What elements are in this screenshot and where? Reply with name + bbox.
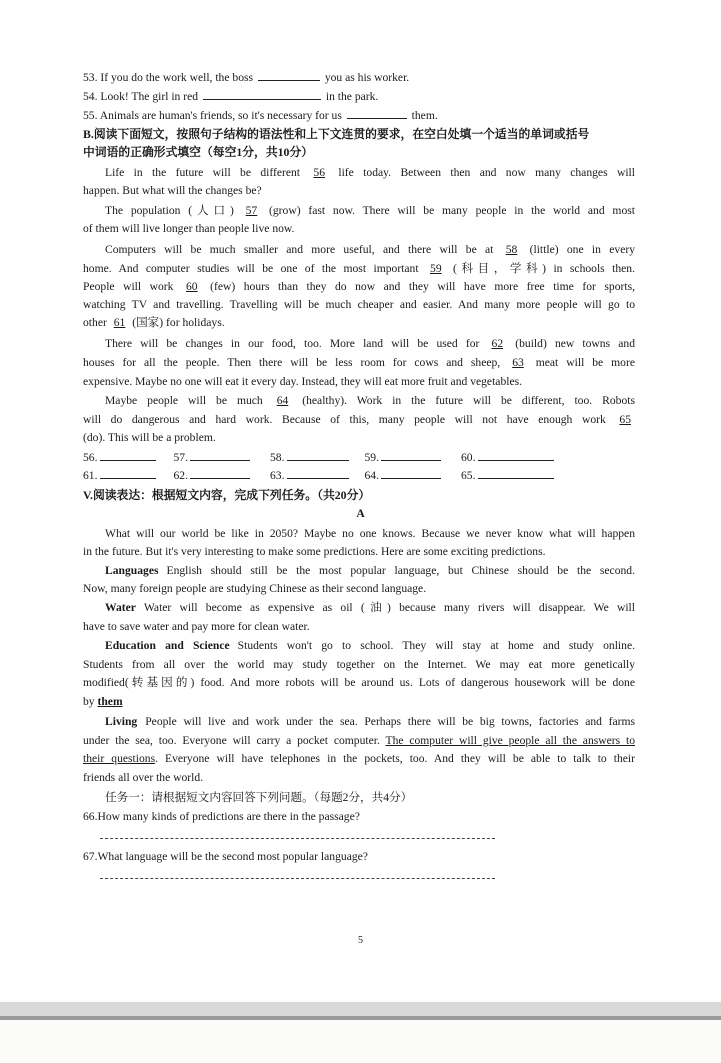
question-53 [83,70,409,85]
reading-line: in the future. But it's very interesting to make some predictions. Here are some exciting predictions. [83,545,546,558]
answer-label: 60. [461,451,476,464]
q53-text-b: you as his worker. [321,71,410,84]
passage-text: (科目，学科) in schools then. [445,262,635,275]
reading-line [83,564,635,579]
section-v-title: V.阅读表达：根据短文内容，完成下列任务。（共20分） [83,488,371,502]
q55-text-a: 55. Animals are human's friends, so it's necessary for us [83,109,345,122]
passage-line: of them will live longer than people live now. [83,222,295,235]
reading-line: friends all over the world. [83,771,204,784]
passage-text: Maybe people will be much [105,394,273,407]
scan-edge [0,1002,721,1016]
heading-languages: Languages [105,564,159,577]
answer-label: 56. [83,451,98,464]
passage-line [83,280,635,295]
passage-text: People will work [83,280,182,293]
answer-row-2 [83,468,556,483]
passage-text: life today. Between then and now many changes will [329,166,635,179]
passage-line [83,316,225,330]
passage-text: There will be changes in our food, too. More land will be used for [105,337,488,350]
passage-line [83,262,635,277]
reading-line [83,695,123,709]
passage-line: watching TV and travelling. Travelling will be much cheaper and easier. And many more people will go to [83,298,635,311]
reading-line [83,715,635,730]
answer-label: 58. [270,451,285,464]
reading-line [83,752,635,767]
answer-blank[interactable] [478,468,554,479]
underlined-sentence-end: their questions [83,752,156,765]
reading-text: by [83,695,98,708]
reading-line: What will our world be like in 2050? Maybe no one knows. Because we never know what will happen [105,527,635,540]
answer-label: 57. [173,451,188,464]
heading-education-science: Education and Science [105,639,230,652]
passage-text: (few) hours than they do now and they will have more free time for sports, [201,280,635,293]
section-b-title-2: 中词语的正确形式填空（每空1分，共10分） [83,145,314,159]
underlined-sentence: The computer will give people all the answers to [385,734,635,747]
reading-text: Water will become as expensive as oil (油) because many rivers will disappear. We will [143,601,635,614]
blank-62[interactable]: 62 [491,337,504,350]
reading-text: Students won't go to school. They will stay at home and study online. [237,639,635,652]
passage-text: meat will be more [527,356,635,369]
answer-blank[interactable] [190,450,250,461]
answer-label: 59. [364,451,379,464]
blank-56[interactable]: 56 [313,166,325,179]
answer-blank[interactable] [190,468,250,479]
q54-blank[interactable] [203,89,321,100]
reading-line: modified(转基因的) food. And more robots will be around us. Lots of dangerous housework will be done [83,676,635,689]
passage-line [83,243,635,258]
answer-blank[interactable] [381,450,441,461]
underlined-them: them [97,695,123,708]
blank-57[interactable]: 57 [245,204,258,217]
answer-line-67[interactable] [100,878,495,879]
answer-blank[interactable] [100,468,156,479]
answer-blank[interactable] [381,468,441,479]
passage-line [83,394,635,409]
scan-edge-line [0,1016,721,1020]
reading-text: English should still be the most popular language, but Chinese should be the second. [166,564,635,577]
passage-text: (grow) fast now. There will be many people in the world and most [261,204,635,217]
answer-label: 61. [83,469,98,482]
passage-line [83,413,635,428]
passage-text: (build) new towns and [507,337,635,350]
blank-63[interactable]: 63 [512,356,524,369]
blank-64[interactable]: 64 [276,394,289,407]
reading-line [83,639,635,654]
q54-text-a: 54. Look! The girl in red [83,90,201,103]
task-title: 任务一：请根据短文内容回答下列问题。（每题2分，共4分） [105,791,413,804]
passage-line: expensive. Maybe no one will eat it every day. Instead, they will eat more fruit and vegetables. [83,375,523,388]
q55-text-b: them. [408,109,438,122]
answer-blank[interactable] [100,450,156,461]
answer-label: 62. [173,469,188,482]
passage-line [83,204,635,219]
heading-living: Living [105,715,138,728]
answer-label: 63. [270,469,285,482]
passage-line: happen. But what will the changes be? [83,184,262,197]
answer-label: 65. [461,469,476,482]
passage-line [83,337,635,352]
answer-blank[interactable] [287,450,349,461]
answer-row-1 [83,450,556,465]
answer-blank[interactable] [478,450,554,461]
blank-61[interactable]: 61 [113,316,126,329]
blank-65[interactable]: 65 [619,413,631,426]
reading-line: have to save water and pay more for clean water. [83,620,310,633]
q55-blank[interactable] [347,108,407,119]
question-66: 66.How many kinds of predictions are there in the passage? [83,810,360,823]
blank-58[interactable]: 58 [505,243,518,256]
heading-water: Water [105,601,136,614]
reading-line: Now, many foreign people are studying Chinese as their second language. [83,582,427,595]
reading-text: . Everyone will have telephones in the pockets, too. And they will be able to talk to their [155,752,635,765]
reading-text: under the sea, too. Everyone will carry a pocket computer. [83,734,386,747]
passage-text: houses for all the people. Then there will be less room for cows and sheep, [83,356,509,369]
reading-line [83,734,635,749]
passage-text: Computers will be much smaller and more useful, and there will be at [105,243,502,256]
section-b-title-1: B.阅读下面短文，按照句子结构的语法性和上下文连贯的要求，在空白处填一个适当的单词或括号 [83,127,590,141]
blank-59[interactable]: 59 [430,262,442,275]
blank-60[interactable]: 60 [186,280,198,293]
question-54 [83,89,378,104]
passage-line: (do). This will be a problem. [83,431,216,444]
q53-text-a: 53. If you do the work well, the boss [83,71,256,84]
q54-text-b: in the park. [322,90,379,103]
reading-line [83,601,635,616]
page-number: 5 [358,935,363,946]
passage-text: (healthy). Work in the future will be different, too. Robots [292,394,635,407]
passage-text: (little) one in every [521,243,635,256]
reading-text: People will live and work under the sea. Perhaps there will be big towns, factories and farms [145,715,635,728]
q53-blank[interactable] [258,70,320,81]
reading-line: Students from all over the world may study together on the Internet. We may eat more genetically [83,658,635,671]
question-67: 67.What language will be the second most popular language? [83,850,368,863]
passage-line [83,356,635,371]
answer-label: 64. [364,469,379,482]
passage-text: other [83,316,110,329]
passage-text: home. And computer studies will be one of the most important [83,262,427,275]
answer-line-66[interactable] [100,838,495,839]
passage-letter: A [356,507,365,520]
answer-blank[interactable] [287,468,349,479]
passage-line [83,166,635,181]
passage-text: will do dangerous and hard work. Because of this, many people will not have enough work [83,413,616,426]
passage-text: (国家) for holidays. [129,316,225,329]
passage-text: Life in the future will be different [105,166,310,179]
question-55 [83,108,438,123]
passage-text: The population (人口) [105,204,242,217]
